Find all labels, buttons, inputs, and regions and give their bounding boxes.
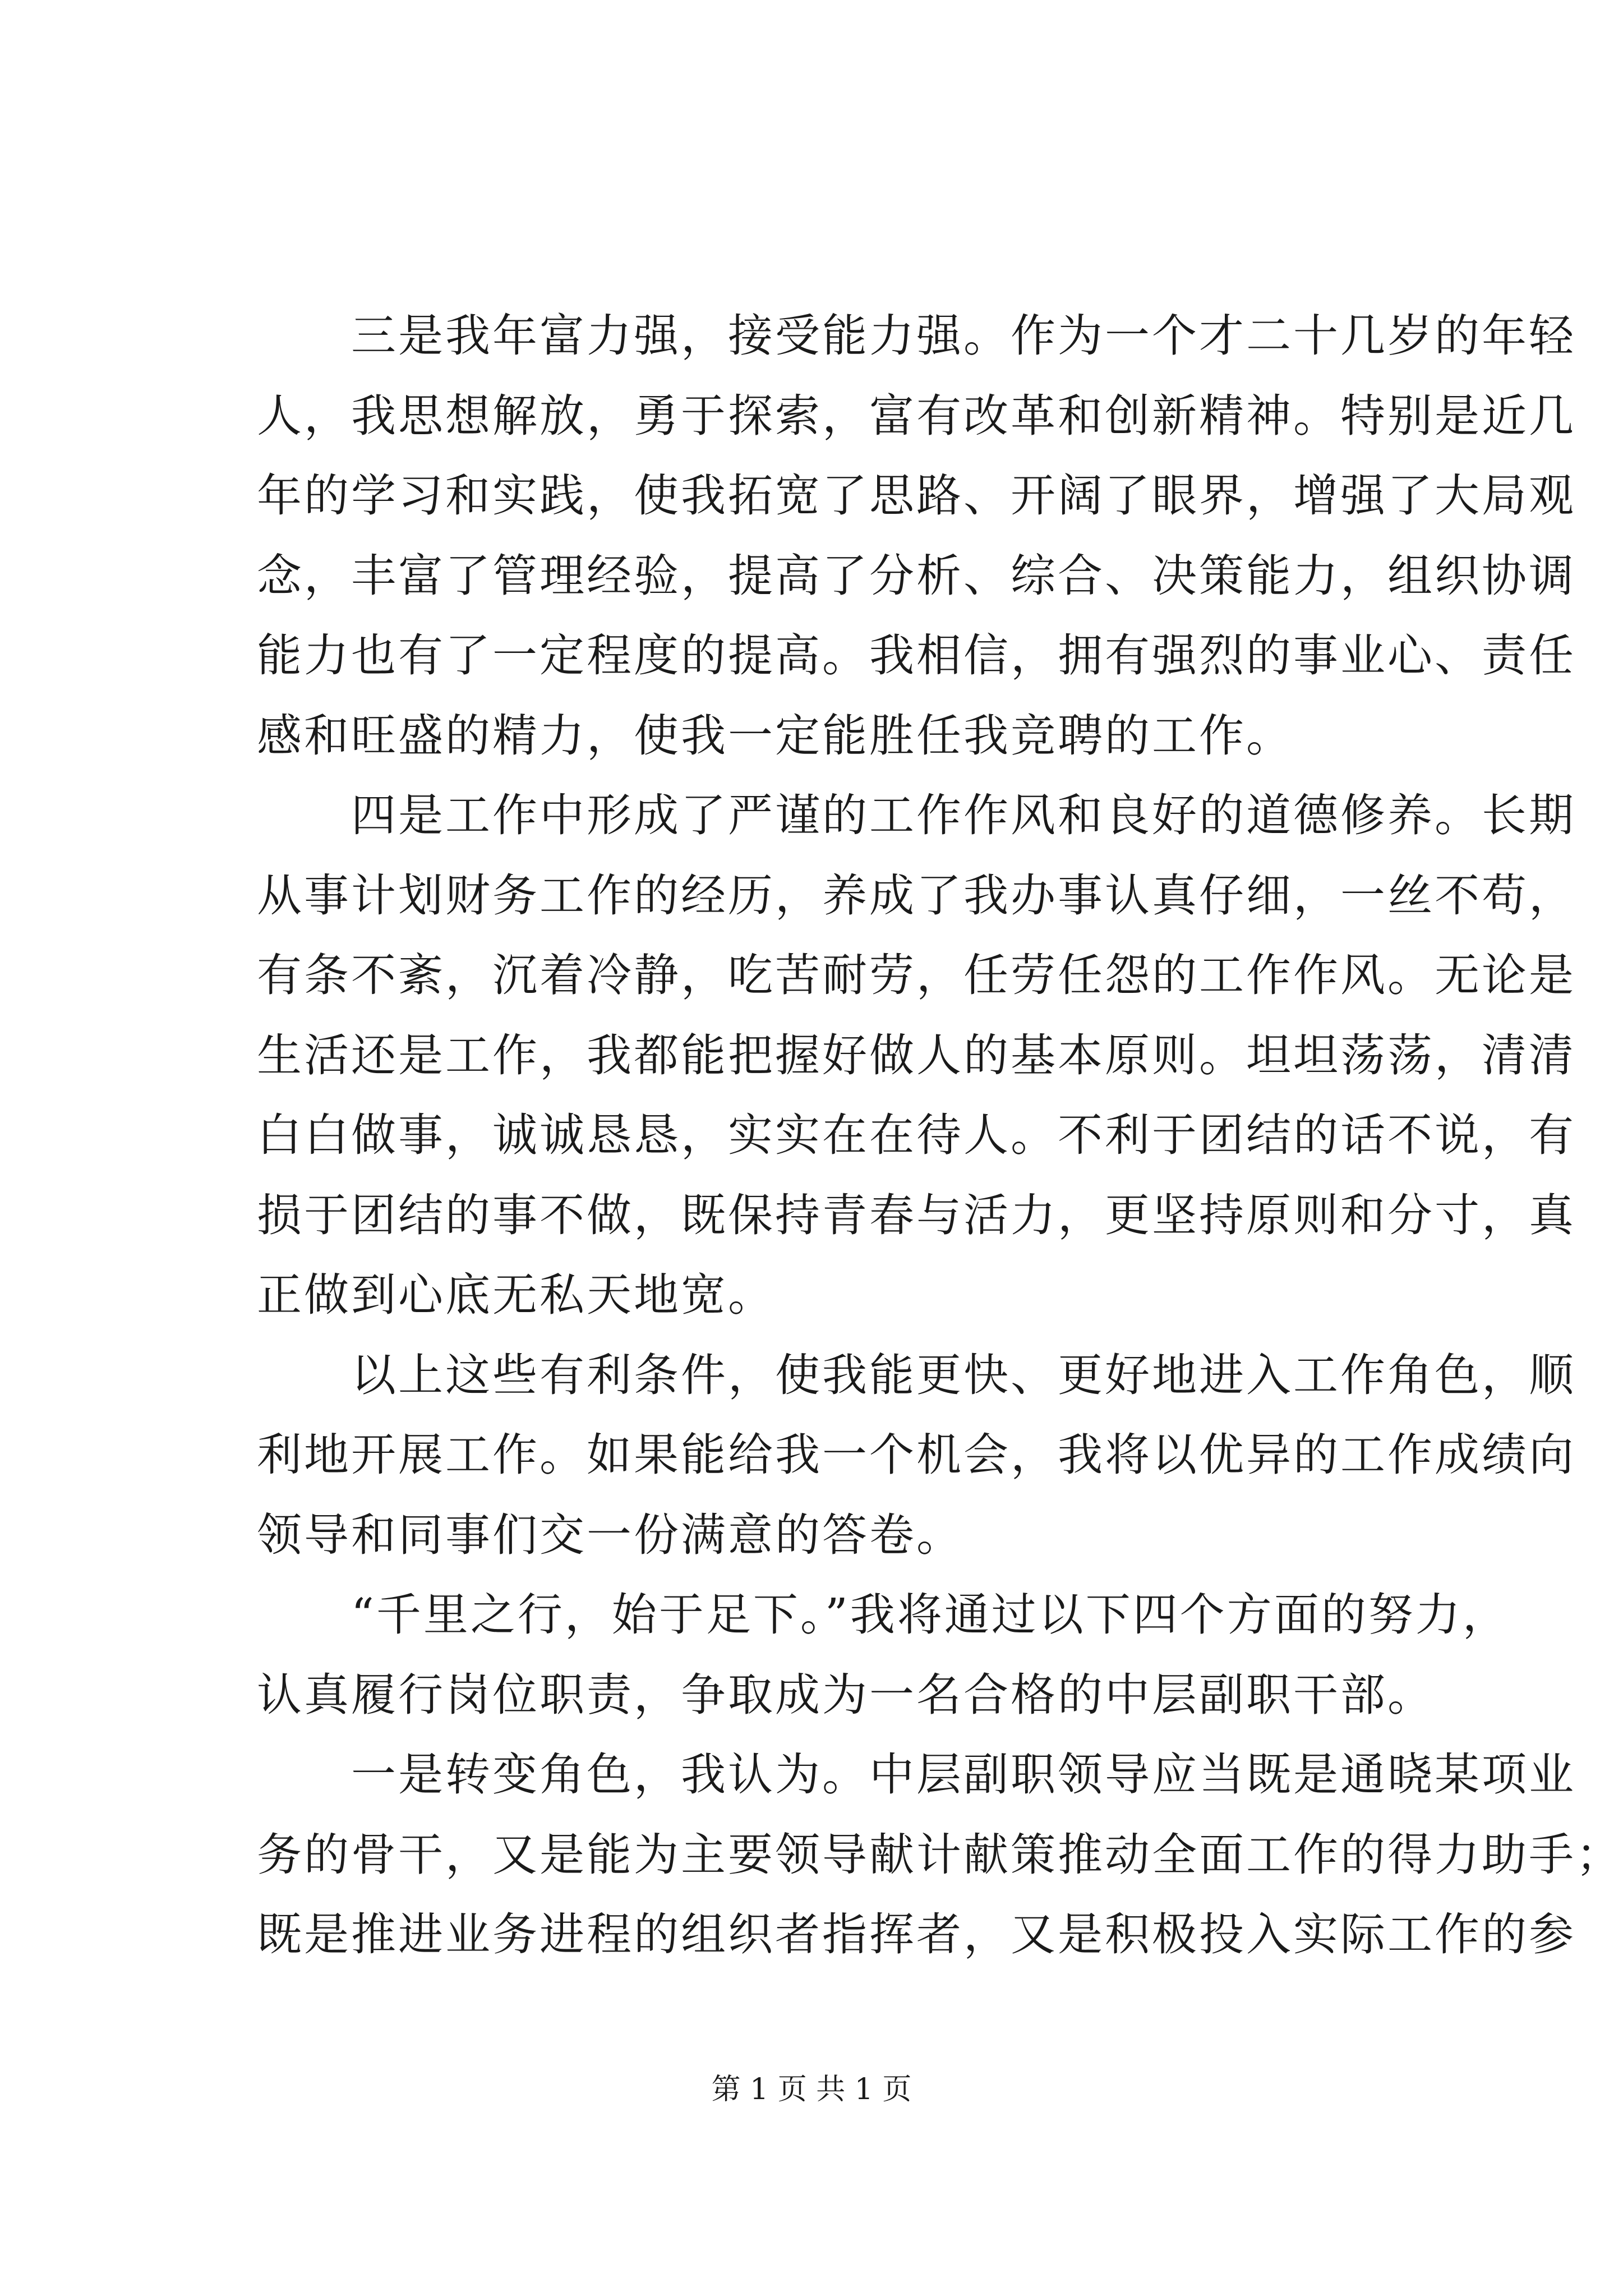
text-line: 损于团结的事不做，既保持青春与活力，更坚持原则和分寸，真: [257, 1189, 1576, 1241]
text-line: 领导和同事们交一份满意的答卷。: [257, 1508, 963, 1561]
text-line: 既是推进业务进程的组织者指挥者，又是积极投入实际工作的参: [257, 1908, 1576, 1961]
text-line: 人，我思想解放，勇于探索，富有改革和创新精神。特别是近几: [257, 389, 1576, 442]
text-line: 务的骨干，又是能为主要领导献计献策推动全面工作的得力助手；: [257, 1828, 1623, 1881]
text-line: 一是转变角色，我认为。中层副职领导应当既是通晓某项业: [257, 1749, 1576, 1801]
text-line: 认真履行岗位职责，争取成为一名合格的中层副职干部。: [257, 1668, 1435, 1721]
text-line: 以上这些有利条件，使我能更快、更好地进入工作角色，顺: [257, 1349, 1576, 1401]
document-body: [257, 296, 1623, 1975]
text-line: 有条不紊，沉着冷静，吃苦耐劳，任劳任怨的工作作风。无论是: [257, 949, 1576, 1001]
text-line: 念，丰富了管理经验，提高了分析、综合、决策能力，组织协调: [257, 549, 1576, 602]
page-number-footer: 第 1 页 共 1 页: [711, 2073, 912, 2106]
text-line: 三是我年富力强，接受能力强。作为一个才二十几岁的年轻: [257, 310, 1576, 362]
text-line: 利地开展工作。如果能给我一个机会，我将以优异的工作成绩向: [257, 1429, 1576, 1481]
text-line: 正做到心底无私天地宽。: [257, 1269, 775, 1321]
text-line: 白白做事，诚诚恳恳，实实在在待人。不利于团结的话不说，有: [257, 1109, 1576, 1161]
text-line: 从事计划财务工作的经历，养成了我办事认真仔细，一丝不苟，: [257, 869, 1576, 922]
text-line: 四是工作中形成了严谨的工作作风和良好的道德修养。长期: [257, 789, 1576, 841]
text-line: 年的学习和实践，使我拓宽了思路、开阔了眼界，增强了大局观: [257, 470, 1576, 522]
text-line: 能力也有了一定程度的提高。我相信，拥有强烈的事业心、责任: [257, 629, 1576, 682]
text-line: 感和旺盛的精力，使我一定能胜任我竞聘的工作。: [257, 709, 1293, 762]
text-line: “千里之行，始于足下。”我将通过以下四个方面的努力，: [257, 1589, 1510, 1641]
text-line: 生活还是工作，我都能把握好做人的基本原则。坦坦荡荡，清清: [257, 1029, 1576, 1082]
